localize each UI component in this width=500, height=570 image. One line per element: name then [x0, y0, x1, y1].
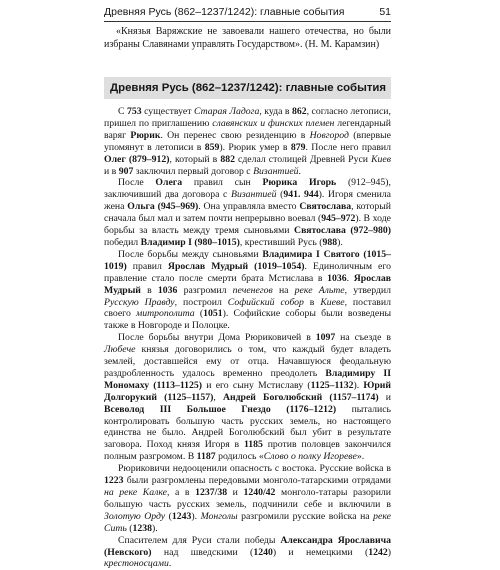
text-run: ( [126, 522, 133, 534]
bold-run: 862 [291, 106, 307, 117]
bold-run: Владимиру II Мономаху (1113–1125) [104, 367, 391, 391]
italic-run: Русскую Правду [104, 296, 175, 308]
text-run: ) и немецкими ( [272, 546, 369, 558]
text-run: в [303, 296, 321, 308]
text-run: , построил [174, 296, 228, 308]
italic-run: Византией [230, 189, 277, 201]
text-run: легендарный варяг [104, 117, 392, 141]
text-run: ( [276, 189, 284, 201]
text-run: ). [353, 379, 364, 391]
text-run: победил [104, 236, 141, 248]
text-run: , [213, 391, 223, 403]
text-run: на съезде в [335, 332, 391, 344]
running-title: Древняя Русь (862–1237/1242): главные события [104, 6, 345, 18]
header-rule [104, 21, 391, 22]
italic-run: крестоносцами [104, 558, 169, 570]
text-run: ). [152, 522, 158, 534]
text-run: князья договорились о том, что каждый будет владеть землей, доставшейся ему от отца. Начавшуюся феодальную раздробленность удалось временно преодолеть [104, 344, 391, 379]
text-run: монголо-татары разорили большую часть русских земель, подчинили себе и включили в [104, 487, 391, 510]
bold-run: 882 [220, 153, 235, 165]
text-run: существует [141, 106, 194, 117]
bold-run: 1187 [196, 451, 216, 463]
text-run: родилось « [215, 451, 264, 463]
text-run: на [272, 284, 295, 296]
bold-run: Святослава (972–980) [294, 225, 391, 237]
bold-run: 988 [322, 236, 338, 248]
section-title: Древняя Русь (862–1237/1242): главные события [110, 82, 387, 94]
italic-run: Киеве [320, 296, 345, 308]
bold-run: Андрей Боголюбский (1157–1174) [222, 391, 379, 403]
bold-run: Олег (879–912) [104, 153, 170, 165]
text-run: . После него правил [305, 141, 392, 153]
text-run: , согласно летописи, пришел по приглашению [104, 106, 391, 129]
text-run: . Она управляла вместо [198, 201, 300, 213]
paragraph [104, 106, 391, 177]
text-run: , утвердил [344, 284, 392, 296]
article-body [104, 106, 391, 570]
text-run: ). Игоря сменила жена [104, 189, 391, 213]
italic-run: славянских и финских племен [212, 117, 335, 129]
italic-run: Слово о полку Игореве [263, 451, 357, 463]
bold-run: 1243 [171, 510, 192, 522]
bold-run: 1097 [315, 332, 336, 344]
bold-run: 907 [118, 165, 134, 177]
bold-run: 941. 944 [283, 189, 319, 201]
text-run: разгромил [177, 284, 233, 296]
bold-run: 1185 [243, 439, 263, 451]
epigraph-quote [104, 25, 391, 51]
text-run: , а в [166, 487, 196, 498]
text-run: . [346, 272, 354, 284]
page-number: 51 [379, 6, 391, 18]
bold-run: 1051 [203, 308, 223, 320]
text-run: в [140, 284, 158, 296]
text-run: ). [191, 510, 201, 522]
bold-run: 879 [290, 141, 306, 153]
text-run: пытались контролировать большую часть русских земель, но настоящего единства не было. Андрей Боголюбский был убит в результате заговора. Поход князя Игоря в [104, 403, 391, 451]
text-run: и [227, 487, 244, 498]
text-run: и в [104, 165, 119, 177]
italic-run: Старая Ладога [193, 106, 260, 117]
italic-run: Киев [371, 153, 391, 165]
text-run: . [298, 165, 301, 177]
italic-run: на реке Калке [104, 487, 167, 498]
italic-run: реке Сить [104, 510, 391, 534]
italic-run: Новгород [309, 129, 349, 141]
text-run: ( [165, 510, 172, 522]
text-run: ). Рюрик умер в [219, 141, 291, 153]
text-run: , который сначала был мал и затем почти непрерывно воевал ( [104, 201, 392, 225]
text-run: (впервые упомянут в летописи в [104, 129, 391, 153]
text-run: против половцев закончился полным разгромом. В [104, 439, 391, 463]
bold-run: 1240 [253, 546, 273, 558]
paragraph [104, 463, 391, 534]
italic-run: Золотую Орду [104, 510, 166, 522]
text-run: разгромили русские войска на [237, 510, 374, 522]
bold-run: 1036 [327, 272, 347, 284]
text-run: С [118, 106, 127, 117]
text-run: Рюриковичи недооценили опасность с востока. Русские войска в [118, 463, 391, 475]
text-run: Спасителем для Руси стали победы [118, 534, 281, 546]
bold-run: Владимира I Святого (1015–1019) [104, 248, 392, 272]
text-run: , который в [169, 153, 221, 165]
bold-run: Всеволод III Большое Гнездо (1176–1212) [104, 403, 337, 415]
text-run: ). Софийские соборы были возведены также в Новгороде и Полоцке. [104, 308, 391, 332]
bold-run: 945–972 [321, 213, 356, 225]
text-run: и [378, 391, 391, 403]
paragraph [104, 535, 391, 570]
bold-run: Юрий Долгорукий (1125–1157) [104, 379, 392, 403]
text-run: . [168, 558, 172, 570]
bold-run: Ярослав Мудрый (1019–1054) [167, 260, 305, 272]
text-run: После борьбы между сыновьями [118, 248, 263, 260]
italic-run: Монголы [200, 510, 238, 522]
text-run: После борьбы внутри Дома Рюриковичей в [118, 332, 316, 344]
text-run: (912–945), заключивший два договора с [104, 177, 391, 201]
epigraph-text: «Князья Варяжские не завоевали нашего отечества, но были избраны Славянами управлять Государством». (Н. М. Карамзин) [104, 26, 391, 50]
paragraph [104, 177, 391, 248]
bold-run: Рюрик [130, 129, 161, 141]
paragraph [104, 249, 391, 332]
bold-run: 753 [127, 106, 142, 117]
bold-run: 1125–1132 [310, 379, 354, 391]
italic-run: Любече [104, 344, 136, 356]
text-run: ( [194, 308, 204, 320]
bold-run: 1240/42 [243, 487, 276, 498]
text-run: ). В ходе борьбы за власть между тремя сыновьями [104, 213, 391, 237]
text-run: были разгромлены передовыми монголо-татарскими отрядами [123, 475, 391, 487]
text-run: , поставил своего [104, 296, 391, 320]
bold-run: 1036 [157, 284, 178, 296]
text-run: , крестивший Русь ( [239, 236, 323, 248]
bold-run: 859 [204, 141, 220, 153]
section-title-band [104, 77, 391, 99]
bold-run: Рюрика Игорь [262, 177, 337, 189]
text-run: и его сыну Мстиславу ( [202, 379, 311, 391]
text-run: . Единоличным его правление стало после смерти брата Мстислава в [104, 260, 391, 284]
running-header [104, 4, 391, 20]
text-run: , куда в [259, 106, 292, 117]
bold-run: Святослава [299, 201, 352, 213]
text-run: заключил первый договор с [133, 165, 254, 177]
bold-run: Александра Ярославича (Невского) [104, 534, 391, 558]
text-run: правил сын [182, 177, 263, 189]
italic-run: печенегов [232, 284, 273, 296]
bold-run: Ольга (945–969) [127, 201, 199, 213]
text-run: . Он перенес свою резиденцию в [160, 129, 310, 141]
italic-run: реке Альте [294, 284, 345, 296]
italic-run: Византией [253, 165, 299, 177]
text-run: над шведскими ( [151, 546, 254, 558]
italic-run: митрополита [136, 308, 195, 320]
text-run: правил [126, 260, 168, 272]
text-run: сделал столицей Древней Руси [234, 153, 372, 165]
bold-run: 1223 [104, 475, 124, 487]
bold-run: Владимир I (980–1015) [140, 236, 240, 248]
text-run: После [118, 177, 156, 189]
text-run: ). [337, 236, 343, 248]
bold-run: Ярослав Мудрый [104, 272, 392, 296]
bold-run: 1238 [132, 522, 153, 534]
bold-run: 1242 [368, 546, 388, 558]
text-run: ) [387, 546, 391, 558]
bold-run: Олега [155, 177, 183, 189]
italic-run: Софийский собор [227, 296, 304, 308]
text-run: ». [356, 451, 365, 463]
paragraph [104, 332, 391, 463]
bold-run: 1237/38 [195, 487, 228, 498]
